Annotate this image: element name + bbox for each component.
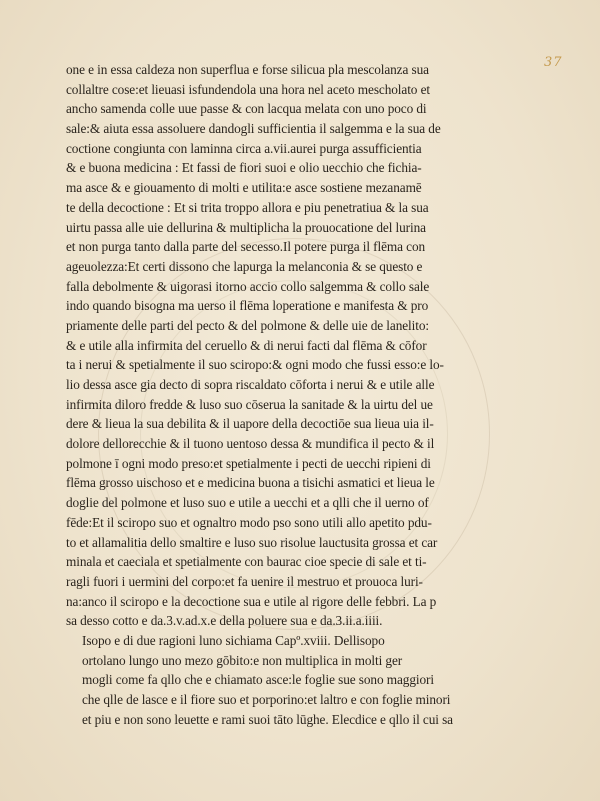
chapter-heading-line: Isopo e di due ragioni luno sichiama Capº.xviii. Dellisopo xyxy=(82,632,385,648)
text-line: polmone ī ogni modo preso:et spetialmente i pecti de uecchi ripieni di xyxy=(66,455,431,471)
text-line: doglie del polmone et luso suo e utile a uecchi et a qlli che il uerno of xyxy=(66,495,429,511)
chapter-text-line: mogli come fa qllo che e chiamato asce:le foglie sue sono maggiori xyxy=(82,672,434,688)
text-line: na:anco il sciropo e la decoctione sua e utile al rigore delle febbri. La p xyxy=(66,593,437,609)
text-line: infirmita diloro fredde & luso suo cōserua la sanitade & la uirtu del ue xyxy=(66,396,433,412)
folio-number: 37 xyxy=(544,55,563,70)
text-line: sa desso cotto e da.3.v.ad.x.e della poluere sua e da.3.ii.a.iiii. xyxy=(66,613,383,629)
text-line: falla debolmente & uigorasi itorno accio collo salgemma & collo sale xyxy=(66,278,430,294)
text-line: one e in essa caldeza non superflua e forse silicua pla mescolanza sua xyxy=(66,62,429,77)
text-line: ma asce & e giouamento di molti e utilita:e asce sostiene mezanamē xyxy=(66,180,422,196)
text-line: uirtu passa alle uie dellurina & multiplicha la prouocatione del lurina xyxy=(66,219,426,235)
text-line: & e buona medicina : Et fassi de fiori suoi e olio uecchio che fichia- xyxy=(66,160,422,176)
text-line: collaltre cose:et lieuasi isfundendola una hora nel aceto mescholato et xyxy=(66,81,430,97)
text-line: dolore dellorecchie & il tuono uentoso dessa & mundifica il pecto & il xyxy=(66,436,435,452)
text-line: dere & lieua la sua debilita & il uapore della decoctiōe sua lieua uia il- xyxy=(66,416,434,432)
text-line: ta i nerui & spetialmente il suo sciropo:& ogni modo che fussi esso:e lo- xyxy=(66,357,444,373)
text-line: indo quando bisogna ma uerso il flēma loperatione e manifesta & pro xyxy=(66,298,429,314)
text-line: et non purga tanto dalla parte del secesso.Il potere purga il flēma con xyxy=(66,239,426,255)
text-line: to et allamalitia dello smaltire e luso suo risolue lauctusita grossa et car xyxy=(66,534,438,550)
chapter-text-line: ortolano lungo uno mezo gōbito:e non multiplica in molti ger xyxy=(82,652,403,668)
text-line: sale:& aiuta essa assoluere dandogli sufficientia il salgemma e la sua de xyxy=(66,121,441,137)
chapter-text-line: che qlle de lasce e il fiore suo et porporino:et laltro e con foglie minori xyxy=(82,692,451,707)
text-line: te della decoctione : Et si trita troppo allora e piu penetratiua & la sua xyxy=(66,199,429,215)
text-block xyxy=(66,60,498,729)
text-line: flēma grosso uischoso et e medicina buona a tisichi asmatici et lieua le xyxy=(66,475,435,491)
text-line: ancho samenda colle uue passe & con lacqua melata con uno poco di xyxy=(66,101,427,117)
text-line: minala et caeciala et spetialmente con baurac cioe specie di sale et ti- xyxy=(66,554,427,570)
text-line: coctione congiunta con laminna circa a.vii.aurei purga assufficientia xyxy=(66,140,422,156)
text-line: priamente delle parti del pecto & del polmone & delle uie de lanelito: xyxy=(66,317,429,333)
text-line: fēde:Et il sciropo suo et ognaltro modo pso sono utili allo apetito pdu- xyxy=(66,514,432,530)
chapter-text-line: et piu e non sono leuette e rami suoi tāto lūghe. Elecdice e qllo il cui sa xyxy=(82,711,453,727)
text-line: ageuolezza:Et certi dissono che lapurga la melanconia & se questo e xyxy=(66,258,423,274)
text-line: & e utile alla infirmita del ceruello & di nerui facti dal flēma & cōfor xyxy=(66,337,427,353)
text-line: ragli fuori i uermini del corpo:et fa uenire il mestruo et prouoca luri- xyxy=(66,573,423,589)
text-line: lio dessa asce gia decto di sopra riscaldato cōforta i nerui & e utile alle xyxy=(66,377,435,392)
